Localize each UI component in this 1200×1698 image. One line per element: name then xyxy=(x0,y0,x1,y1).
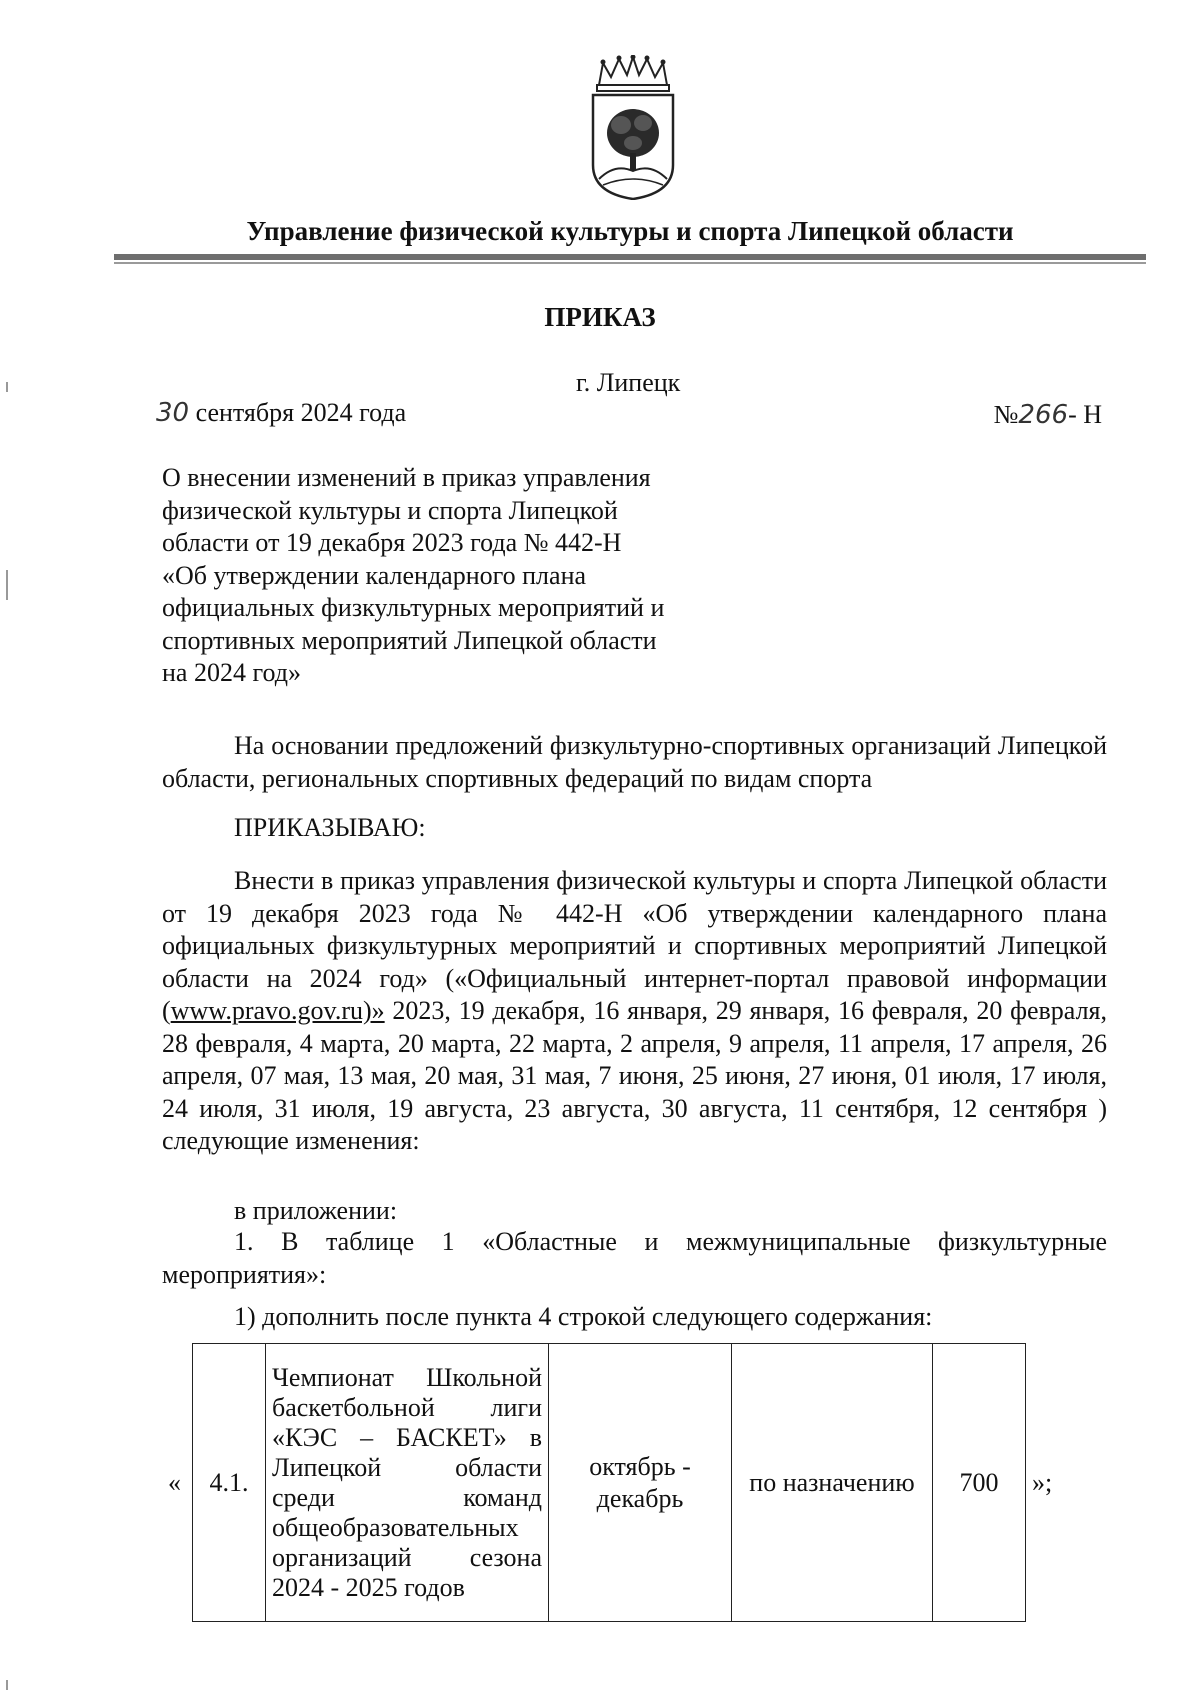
scan-artifact xyxy=(6,382,8,392)
number-sign: № xyxy=(993,400,1019,429)
amendment-text-2: 2023, 19 декабря, 16 января, 29 января, 16 февраля, 20 февраля, 28 февраля, 4 марта, 20 марта, 22 марта, 2 апреля, 9 апреля, 11 апреля, 17 апреля, 26 апреля, 07 мая, 13 мая, 20 мая, 31 мая, 7 июня, 25 июня, 27 июня, 01 июля, 17 июля, 24 июля, 31 июля, 19 августа, 23 августа, 30 августа, 11 сентября, 12 сентября ) следующие изменения: xyxy=(162,996,1107,1155)
basis-paragraph: На основании предложений физкультурно-спортивных организаций Липецкой области, региональных спортивных федераций по видам спорта xyxy=(162,731,1107,793)
open-quote: « xyxy=(168,1467,181,1497)
subject-line: физической культуры и спорта Липецкой xyxy=(162,495,618,525)
item-1: 1. В таблице 1 «Областные и межмуниципальные физкультурные мероприятия»: xyxy=(162,1227,1107,1289)
organization-title: Управление физической культуры и спорта Липецкой области xyxy=(246,216,1014,246)
subitem-1: 1) дополнить после пункта 4 строкой следующего содержания: xyxy=(234,1302,933,1331)
date-month-year: сентября 2024 года xyxy=(189,398,407,427)
scan-artifact xyxy=(6,570,8,600)
inserted-table-row xyxy=(162,1343,1078,1622)
order-word: ПРИКАЗЫВАЮ: xyxy=(234,813,426,842)
number-suffix: - Н xyxy=(1068,400,1102,429)
row-number-cell: 4.1. xyxy=(193,1344,266,1622)
header-divider xyxy=(114,254,1146,260)
subject-line: О внесении изменений в приказ управления xyxy=(162,463,651,492)
header-divider-thin xyxy=(114,262,1146,264)
scan-artifact xyxy=(6,1680,8,1690)
amendment-paragraph xyxy=(162,865,1107,1158)
number-handwritten: 266 xyxy=(1018,400,1069,430)
event-name-cell: Чемпионат Школьной баскетбольной лиги «КЭС – БАСКЕТ» в Липецкой области среди команд общеобразовательных организаций сезона 2024 - 2025 годов xyxy=(266,1344,549,1622)
date-day-handwritten: 30 xyxy=(156,398,190,428)
document-type: ПРИКАЗ xyxy=(544,302,656,332)
subject-line: области от 19 декабря 2023 года № 442-Н xyxy=(162,528,622,557)
subject-line: «Об утверждении календарного плана xyxy=(162,560,587,590)
document-number xyxy=(994,400,1102,430)
subject-line: официальных физкультурных мероприятий и xyxy=(162,593,665,622)
document-subject xyxy=(162,462,722,690)
subject-line: на 2024 год» xyxy=(162,658,301,687)
participants-cell: 700 xyxy=(933,1344,1026,1622)
close-quote: »; xyxy=(1032,1467,1053,1497)
lipetsk-coat-of-arms-icon xyxy=(585,55,681,200)
document-city: г. Липецк xyxy=(576,368,681,397)
document-date xyxy=(156,398,406,428)
event-place-cell: по назначению xyxy=(732,1344,933,1622)
table-row xyxy=(162,1344,1078,1622)
appendix-heading: в приложении: xyxy=(234,1196,398,1225)
event-period-cell: октябрь - декабрь xyxy=(549,1344,732,1622)
amendment-text-1: Внести в приказ управления физической культуры и спорта Липецкой области от 19 декабря 2023 года № 442-Н «Об утверждении календарного плана официальных физкультурных мероприятий и спортивных мероприятий Липецкой области на 2024 год» («Официальный интернет-портал правовой информации ( xyxy=(162,866,1107,1025)
pravo-gov-link[interactable]: www.pravo.gov.ru)» xyxy=(170,996,385,1025)
subject-line: спортивных мероприятий Липецкой области xyxy=(162,625,657,655)
